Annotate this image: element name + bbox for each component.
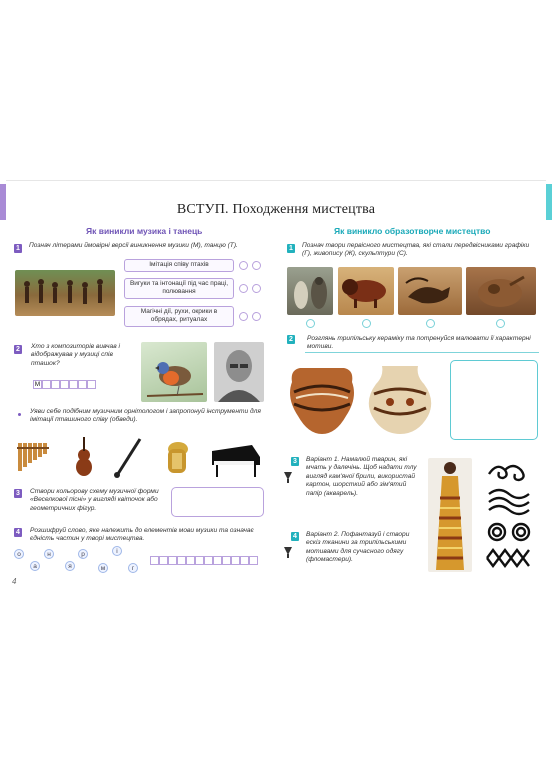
composer-portrait [214, 342, 264, 402]
fashion-model-photo [428, 458, 472, 572]
panflute-icon [17, 443, 49, 471]
answer-cell[interactable] [204, 556, 213, 565]
answer-cell[interactable] [240, 556, 249, 565]
task-number: 4 [291, 532, 299, 541]
portrait-icon [214, 342, 264, 402]
answer-cell[interactable] [177, 556, 186, 565]
instruments-row [16, 437, 266, 479]
answer-cell[interactable] [222, 556, 231, 565]
spiral-wave-icon [489, 466, 524, 480]
answer-circle[interactable] [306, 319, 315, 328]
letter-bubble: м [98, 563, 108, 573]
clarinet-icon [114, 439, 140, 478]
piano-icon [212, 445, 260, 477]
vase-icon [290, 368, 354, 434]
answer-circle[interactable] [252, 261, 261, 270]
letter-bubble: я [65, 561, 75, 571]
task-text: Хто з композиторів вивчав і відображував у музиці спів пташок? [31, 343, 120, 367]
letter-bubble: а [30, 561, 40, 571]
left-heading: Як виникли музика і танець [86, 226, 203, 236]
answer-cell[interactable] [195, 556, 204, 565]
bison-icon [338, 267, 394, 315]
answer-circle[interactable] [239, 284, 248, 293]
carved-relief-image [466, 267, 536, 315]
answer-cell[interactable] [60, 380, 69, 389]
stone-figures-image [287, 267, 333, 315]
task-number: 3 [291, 457, 299, 466]
wave-lines-icon [489, 490, 529, 514]
bison-painting-image [338, 267, 394, 315]
task-text: Познач літерами ймовірні версії виникнення музики (М), танцю (Т). [29, 242, 238, 249]
letter-bubble: і [112, 546, 122, 556]
answer-cell[interactable] [150, 556, 159, 565]
letter-bubble: р [78, 549, 88, 559]
answer-cell[interactable] [213, 556, 222, 565]
answer-cell[interactable] [51, 380, 60, 389]
trypillia-motifs [483, 458, 538, 572]
cave-animal-icon [398, 267, 462, 315]
answer-circle[interactable] [426, 319, 435, 328]
brush-icon [282, 470, 294, 484]
page-title: ВСТУП. Походження мистецтва [176, 202, 376, 217]
task-number: 2 [287, 335, 295, 344]
divider [305, 352, 539, 353]
task-text: Варіант 2. Пофантазуй і створи ескіз тканини за трипільськими мотивами для сучасного одягу (фломастери). [306, 531, 410, 564]
answer-circle[interactable] [496, 319, 505, 328]
task-number: 4 [14, 528, 22, 537]
answer-circle[interactable] [252, 312, 261, 321]
answer-letter-cell: М [34, 381, 41, 388]
task-number: 1 [14, 244, 22, 253]
letter-bubble: г [128, 563, 138, 573]
violin-icon [76, 437, 92, 476]
bird-icon [141, 342, 207, 402]
tribal-dance-image [15, 270, 115, 316]
page-number: 4 [12, 577, 17, 586]
task-text: Розглянь трипільську кераміку та потренуйся малювати її характерні мотиви. [307, 335, 531, 351]
bird-photo [141, 342, 207, 402]
trypillia-pottery [286, 360, 446, 440]
answer-cell[interactable] [168, 556, 177, 565]
marker-icon [282, 545, 294, 559]
concentric-spiral-icon [489, 524, 505, 540]
answer-cell[interactable] [69, 380, 78, 389]
dancers-icon [15, 270, 115, 316]
task-text: Варіант 1. Намалюй тварин, які мчать у далечінь. Щоб надати тлу вигляд кам'яної брили, використай картон, шорсткий або зім'ятий папір (акварель). [306, 456, 417, 497]
answer-cell[interactable] [78, 380, 87, 389]
option-work-shouts: Вигуки та інтонації під час праці, полювання [124, 278, 234, 299]
answer-cell[interactable] [231, 556, 240, 565]
right-heading: Як виникло образотворче мистецтво [334, 226, 491, 236]
tuba-icon [168, 442, 188, 473]
bullet-text: Уяви себе подібним музичним орнітологом і запропонуй інструменти для імітації пташиного співу (обведи). [30, 408, 261, 424]
pot-icon [369, 366, 431, 434]
answer-circle[interactable] [362, 319, 371, 328]
task-text: Познач твори первісного мистецтва, які стали передвісниками графіки (Г), живопису (Ж), скульптури (С). [302, 242, 530, 258]
statue-icon [287, 267, 333, 315]
zigzag-ornament-icon [487, 550, 529, 566]
task-number: 3 [14, 489, 22, 498]
option-magic-rituals: Магічні дії, рухи, окрики в обрядах, ритуалах [124, 306, 234, 327]
bullet-marker [18, 413, 21, 416]
drawing-area[interactable] [171, 487, 264, 517]
cave-animals-image [398, 267, 462, 315]
task-text: Розшифруй слово, яке належить до елементів мови музики та означає єдність частин у творі мистецтва. [30, 527, 254, 543]
option-bird-imitation: Імітація співу птахів [124, 259, 234, 272]
drawing-area[interactable] [450, 360, 538, 440]
task-number: 1 [287, 244, 295, 253]
answer-cell[interactable] [186, 556, 195, 565]
answer-cell[interactable] [42, 380, 51, 389]
dress-icon [428, 458, 472, 572]
task-text: Створи кольорову схему музичної форми «Веселкової пісні» у вигляді квіточок або геометричних фігур. [30, 488, 159, 512]
relief-icon [466, 267, 536, 315]
answer-circle[interactable] [239, 312, 248, 321]
answer-cell[interactable] [249, 556, 258, 565]
letter-bubble: о [14, 549, 24, 559]
answer-circle[interactable] [239, 261, 248, 270]
answer-circle[interactable] [252, 284, 261, 293]
answer-cell[interactable] [159, 556, 168, 565]
task-number: 2 [14, 345, 22, 354]
answer-cell[interactable] [87, 380, 96, 389]
letter-bubble: н [44, 549, 54, 559]
